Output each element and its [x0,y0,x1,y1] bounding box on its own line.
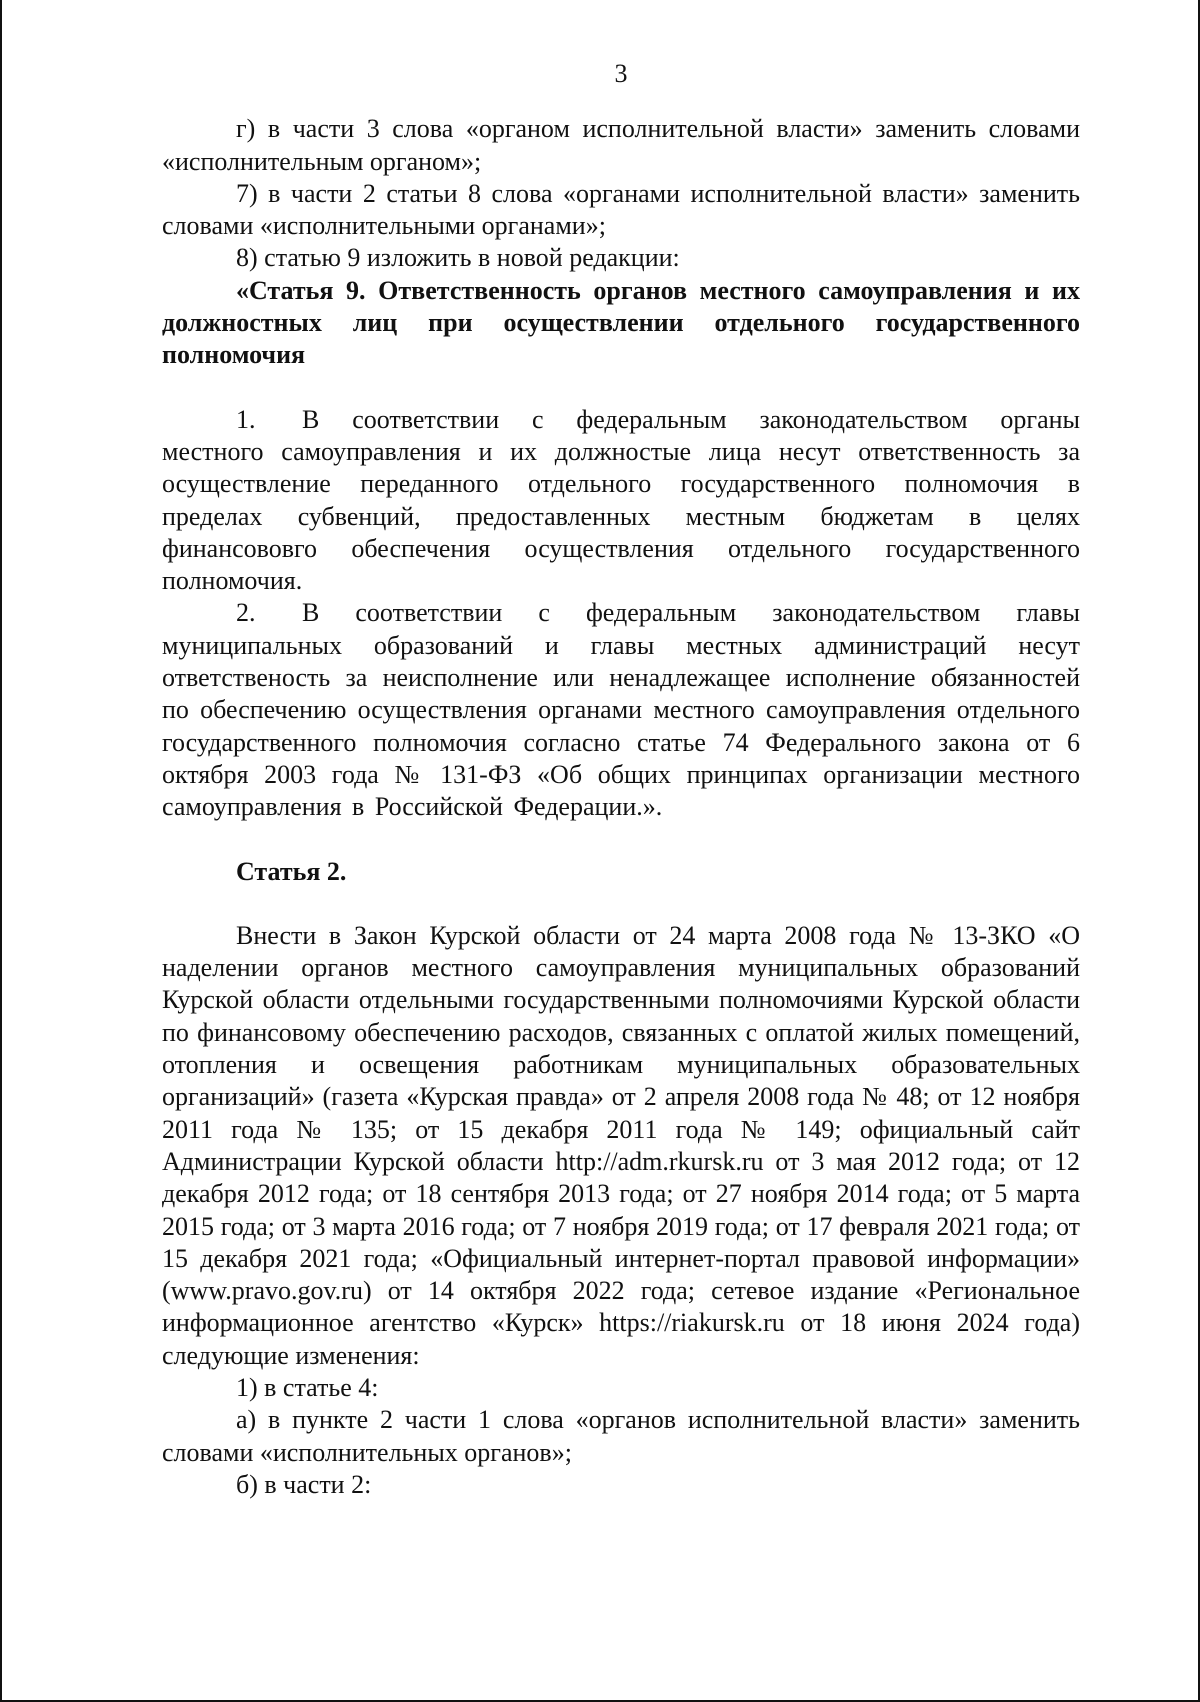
paragraph-amend-g: г) в части 3 слова «органом исполнительной власти» заменить словами «исполнительным органом»; [162,114,1080,176]
page-number: 3 [614,59,628,88]
article-2-intro: Внести в Закон Курской области от 24 марта 2008 года № 13-ЗКО «О наделении органов местного самоуправления муниципальных образований Курской области отдельными государственными полномочиями Курской области по финансовому обеспечению расходов, связанных с оплатой жилых помещений, отопления и освещения работникам муниципальных образовательных организаций» (газета «Курская правда» от 2 апреля 2008 года № 48; от 12 ноября 2011 года № 135; от 15 декабря 2011 года № 149; официальный сайт Администрации Курской области http://adm.rkursk.ru от 3 мая 2012 года; от 12 декабря 2012 года; от 18 сентября 2013 года; от 27 ноября 2014 года; от 5 марта 2015 года; от 3 марта 2016 года; от 7 ноября 2019 года; от 17 февраля 2021 года; от 15 декабря 2021 года; «Официальный интернет-портал правовой информации» (www.pravo.gov.ru) от 14 октября 2022 года; сетевое издание «Региональное информационное агентство «Курск» https://riakursk.ru от 18 июня 2024 года) следующие изменения: [162,920,1080,1370]
document-body [162,58,1080,1501]
article-9-item-1 [162,404,1080,598]
paragraph-sub-b: б) в части 2: [236,1469,372,1499]
article-9-heading: «Статья 9. Ответственность органов местного самоуправления и их должностных лиц при осуществлении отдельного государственного полномочия [162,275,1080,370]
item-2-number: 2. [236,598,256,628]
paragraph-sub-a: а) в пункте 2 части 1 слова «органов исполнительной власти» заменить словами «исполнительных органов»; [162,1405,1080,1467]
item-2-text: В соответствии с федеральным законодательством главы муниципальных образований и главы местных администраций несут ответственость за неисполнение или ненадлежащее исполнение обязанностей по обеспечению осуществления органами местного самоуправления отдельного государственного полномочия согласно статье 74 Федерального закона от 6 октября 2003 года № 131-ФЗ «Об общих принципах организации местного самоуправления в Российской Федерации.». [162,598,1080,822]
item-1-text: В соответствии с федеральным законодательством органы местного самоуправления и их должностые лица несут ответственность за осуществление переданного отдельного государственного полномочия в пределах субвенций, предоставленных местным бюджетам в целях финансововго обеспечения осуществления отдельного государственного полномочия. [162,404,1080,596]
article-9-item-2 [162,597,1080,823]
paragraph-amend-7: 7) в части 2 статьи 8 слова «органами исполнительной власти» заменить словами «исполнительными органами»; [162,178,1080,241]
article-2-heading: Статья 2. [236,856,347,886]
paragraph-amend-8: 8) статью 9 изложить в новой редакции: [236,243,680,273]
paragraph-article-4: 1) в статье 4: [236,1372,379,1402]
item-1-number: 1. [236,404,256,434]
